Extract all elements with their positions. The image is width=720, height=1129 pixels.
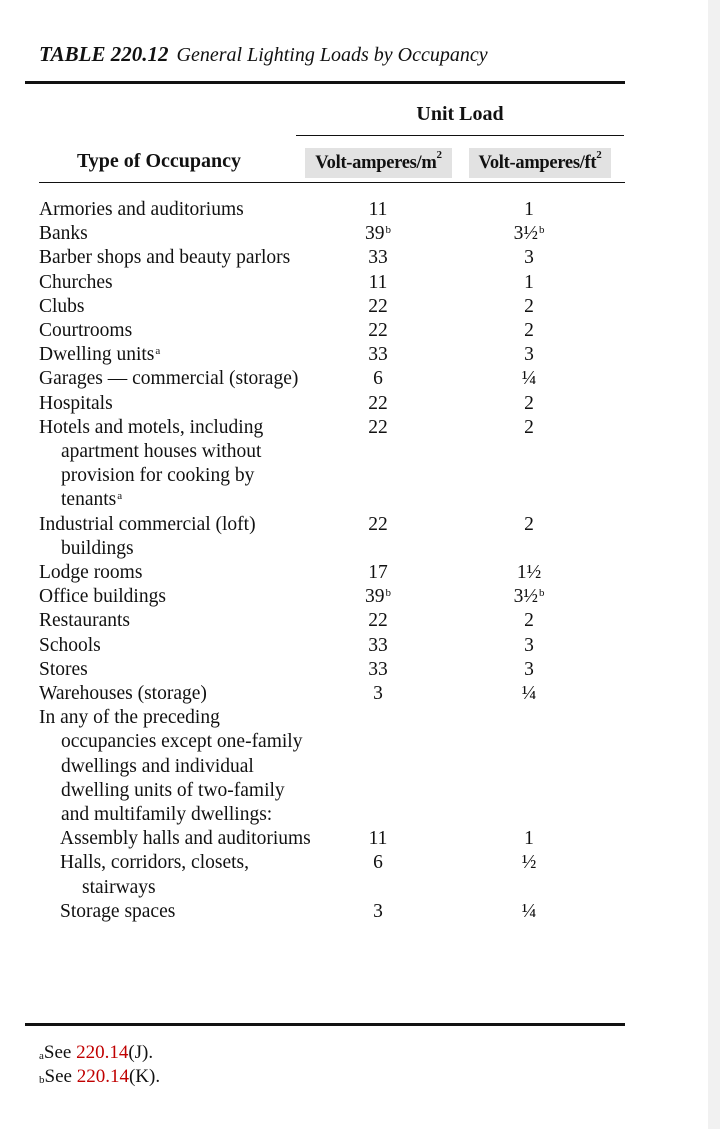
va-ft2-cell: [509, 513, 549, 537]
va-ft2-value: 3: [524, 634, 534, 656]
va-m2-cell: [358, 682, 398, 706]
occupancy-name: In any of the preceding occupancies except one-family dwellings and individual dwelling units of two-family and multifamily dwellings:: [39, 707, 303, 826]
va-m2-cell: [358, 198, 398, 222]
header-va-m2-label: Volt-amperes/m: [315, 153, 437, 173]
occupancy-cell: [39, 343, 306, 367]
occupancy-cell: [39, 561, 306, 585]
unit-load-rule: [296, 135, 624, 136]
footnote-a-mark: a: [39, 1050, 44, 1062]
va-ft2-cell: [509, 271, 549, 295]
va-m2-value: 3: [373, 900, 383, 922]
va-ft2-cell: [509, 682, 549, 706]
header-rule: [39, 182, 625, 183]
footnote-b-reference-link[interactable]: 220.14: [76, 1066, 129, 1087]
occupancy-name: Churches: [39, 271, 113, 293]
va-ft2-cell: [509, 198, 549, 222]
footnote-marker: a: [155, 345, 161, 358]
va-m2-value: 6: [373, 852, 383, 874]
table-row: [39, 513, 639, 561]
va-ft2-value: 2: [524, 610, 534, 632]
table-row: [39, 392, 639, 416]
occupancy-name: Garages — commercial (storage): [39, 368, 299, 390]
va-ft2-cell: [509, 392, 549, 416]
va-ft2-value: 1½: [516, 562, 542, 584]
occupancy-name: Office buildings: [39, 586, 166, 608]
occupancy-cell: [39, 222, 306, 246]
va-m2-cell: [358, 634, 398, 658]
occupancy-name: Hospitals: [39, 392, 113, 414]
occupancy-cell: [39, 682, 306, 706]
va-m2-value: 22: [368, 320, 388, 342]
va-m2-cell: [358, 343, 398, 367]
va-m2-cell: [358, 585, 398, 609]
occupancy-name: Courtrooms: [39, 320, 133, 342]
table-row: [39, 658, 639, 682]
table-row: [39, 706, 639, 827]
va-m2-cell: [358, 827, 398, 851]
occupancy-cell: [39, 198, 306, 222]
occupancy-name: Stores: [39, 658, 88, 680]
occupancy-name: Clubs: [39, 295, 85, 317]
occupancy-name: Hotels and motels, including apartment houses without provision for cooking by tenants: [39, 416, 264, 511]
occupancy-name: Dwelling units: [39, 344, 155, 366]
va-ft2-cell: [509, 658, 549, 682]
occupancy-cell: [39, 585, 306, 609]
table-row: [39, 682, 639, 706]
occupancy-name: Banks: [39, 223, 88, 245]
va-ft2-value: ½: [521, 852, 537, 874]
va-ft2-cell: [509, 585, 549, 609]
occupancy-cell: [39, 706, 306, 827]
va-ft2-value: ¼: [521, 368, 537, 390]
table-row: [39, 295, 639, 319]
va-ft2-value: 2: [524, 295, 534, 317]
va-m2-cell: [358, 561, 398, 585]
footnote-b-text: See: [44, 1066, 77, 1087]
va-ft2-cell: [509, 343, 549, 367]
table-name: General Lighting Loads by Occupancy: [176, 44, 488, 66]
va-m2-value: 11: [368, 828, 388, 850]
table-row: [39, 222, 639, 246]
footnotes: [39, 1041, 160, 1089]
va-m2-value: 39: [365, 223, 385, 245]
va-ft2-value: 3½: [513, 223, 538, 245]
occupancy-name: Warehouses (storage): [39, 683, 207, 705]
va-ft2-value: 2: [524, 320, 534, 342]
va-ft2-cell: [509, 634, 549, 658]
va-ft2-cell: [509, 222, 549, 246]
top-rule: [25, 81, 625, 84]
va-ft2-cell: [509, 827, 549, 851]
scrollbar-track[interactable]: [708, 0, 720, 1129]
va-ft2-value: 3½: [513, 586, 538, 608]
occupancy-cell: [39, 392, 306, 416]
va-m2-value: 33: [368, 247, 388, 269]
va-m2-cell: [358, 319, 398, 343]
footnote-b-suffix: (K).: [128, 1066, 161, 1087]
table-row: [39, 198, 639, 222]
table-row: [39, 246, 639, 270]
footnote-b-mark: b: [39, 1074, 45, 1086]
footnote-b: [39, 1065, 160, 1089]
va-ft2-cell: [509, 246, 549, 270]
occupancy-cell: [39, 295, 306, 319]
table-row: [39, 561, 639, 585]
va-ft2-value: 2: [524, 416, 534, 438]
footnote-marker: a: [117, 490, 123, 503]
occupancy-cell: [39, 513, 306, 561]
table-row: [39, 367, 639, 391]
va-ft2-cell: [509, 851, 549, 875]
occupancy-cell: [39, 900, 327, 924]
occupancy-name: Halls, corridors, closets, stairways: [60, 852, 250, 898]
table-title: [39, 42, 488, 67]
footnote-a-suffix: (J).: [128, 1042, 154, 1063]
table-row: [39, 851, 639, 899]
bottom-rule: [25, 1023, 625, 1026]
occupancy-cell: [39, 416, 306, 513]
va-m2-value: 6: [373, 368, 383, 390]
header-va-m2: [305, 148, 452, 178]
va-ft2-value: 3: [524, 344, 534, 366]
table-row: [39, 343, 639, 367]
va-m2-value: 33: [368, 634, 388, 656]
footnote-marker: b: [538, 224, 545, 237]
va-m2-cell: [358, 513, 398, 537]
table-row: [39, 827, 639, 851]
table-row: [39, 900, 639, 924]
va-ft2-value: 1: [524, 199, 534, 220]
footnote-marker: b: [385, 224, 391, 237]
unit-load-header: Unit Load: [416, 103, 504, 125]
va-m2-cell: [358, 246, 398, 270]
va-m2-value: 22: [368, 295, 388, 317]
occupancy-cell: [39, 658, 306, 682]
footnote-a-reference-link[interactable]: 220.14: [76, 1042, 129, 1063]
va-ft2-value: ¼: [521, 683, 537, 705]
occupancy-cell: [39, 271, 306, 295]
va-ft2-value: 2: [524, 392, 534, 414]
occupancy-name: Restaurants: [39, 610, 130, 632]
va-m2-value: 39: [365, 586, 385, 608]
va-m2-value: 33: [368, 658, 388, 680]
footnote-a-text: See: [43, 1042, 77, 1063]
header-va-ft2-label: Volt-amperes/ft: [478, 153, 597, 173]
table-body: [39, 198, 639, 924]
va-m2-cell: [358, 222, 398, 246]
va-m2-cell: [358, 900, 398, 924]
footnote-marker: b: [538, 587, 545, 600]
table-row: [39, 271, 639, 295]
occupancy-name: Assembly halls and auditoriums: [60, 828, 311, 850]
occupancy-name: Industrial commercial (loft) buildings: [39, 513, 256, 559]
va-ft2-value: 1: [524, 828, 534, 850]
va-ft2-cell: [509, 561, 549, 585]
occupancy-cell: [39, 319, 306, 343]
va-m2-value: 17: [368, 562, 388, 584]
table-number: TABLE 220.12: [39, 42, 169, 66]
va-ft2-value: 3: [524, 658, 534, 680]
occupancy-name: Barber shops and beauty parlors: [39, 247, 291, 269]
va-m2-value: 22: [368, 392, 388, 414]
va-ft2-cell: [509, 609, 549, 633]
occupancy-cell: [39, 634, 306, 658]
va-ft2-value: ¼: [521, 900, 537, 922]
header-va-ft2: [469, 148, 611, 178]
header-ft2-superscript: 2: [596, 149, 602, 161]
occupancy-cell: [39, 851, 327, 899]
va-m2-value: 22: [368, 513, 388, 535]
occupancy-name: Schools: [39, 634, 101, 656]
occupancy-cell: [39, 609, 306, 633]
va-ft2-cell: [509, 295, 549, 319]
va-m2-cell: [358, 609, 398, 633]
occupancy-name: Armories and auditoriums: [39, 199, 244, 220]
footnote-a: [39, 1041, 160, 1065]
va-m2-cell: [358, 658, 398, 682]
va-m2-value: 22: [368, 416, 388, 438]
occupancy-name: Storage spaces: [60, 900, 176, 922]
va-m2-cell: [358, 271, 398, 295]
table-row: [39, 416, 639, 513]
va-m2-value: 33: [368, 344, 388, 366]
table-row: [39, 609, 639, 633]
va-ft2-cell: [509, 319, 549, 343]
table-row: [39, 634, 639, 658]
va-ft2-value: 1: [524, 271, 534, 293]
footnote-marker: b: [385, 587, 391, 600]
va-m2-value: 11: [368, 271, 388, 293]
va-m2-cell: [358, 851, 398, 875]
va-m2-cell: [358, 392, 398, 416]
va-m2-cell: [358, 367, 398, 391]
occupancy-name: Lodge rooms: [39, 562, 143, 584]
table-row: [39, 585, 639, 609]
va-ft2-cell: [509, 367, 549, 391]
occupancy-cell: [39, 246, 306, 270]
header-m2-superscript: 2: [436, 149, 442, 161]
type-of-occupancy-header: Type of Occupancy: [76, 150, 242, 172]
va-ft2-value: 2: [524, 513, 534, 535]
va-ft2-value: 3: [524, 247, 534, 269]
va-ft2-cell: [509, 900, 549, 924]
va-m2-cell: [358, 416, 398, 440]
va-m2-value: 3: [373, 683, 383, 705]
occupancy-cell: [39, 367, 306, 391]
va-m2-value: 11: [368, 199, 388, 220]
va-ft2-cell: [509, 416, 549, 440]
table-row: [39, 319, 639, 343]
va-m2-value: 22: [368, 610, 388, 632]
va-m2-cell: [358, 295, 398, 319]
occupancy-cell: [39, 827, 327, 851]
